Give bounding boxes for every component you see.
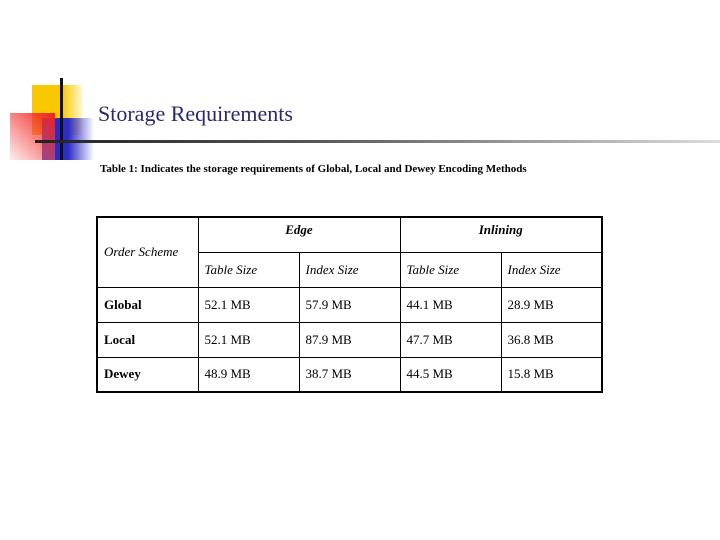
slide-title: Storage Requirements (98, 101, 293, 126)
cell: 44.1 MB (400, 287, 501, 322)
subheader: Table Size (400, 252, 501, 287)
group-header-inlining: Inlining (400, 217, 602, 252)
cell: 15.8 MB (501, 357, 602, 392)
cell: 57.9 MB (299, 287, 400, 322)
cell: 36.8 MB (501, 322, 602, 357)
subheader: Index Size (299, 252, 400, 287)
decor-red-square (10, 113, 55, 160)
row-label: Dewey (97, 357, 198, 392)
cell: 52.1 MB (198, 322, 299, 357)
row-label: Local (97, 322, 198, 357)
corner-header: Order Scheme (97, 217, 198, 287)
table-row (97, 357, 602, 392)
table-caption: Table 1: Indicates the storage requirements of Global, Local and Dewey Encoding Methods (100, 163, 527, 175)
row-label: Global (97, 287, 198, 322)
cell: 87.9 MB (299, 322, 400, 357)
group-header-edge: Edge (198, 217, 400, 252)
cell: 47.7 MB (400, 322, 501, 357)
cell: 38.7 MB (299, 357, 400, 392)
table-row (97, 287, 602, 322)
subheader: Index Size (501, 252, 602, 287)
table-row (97, 322, 602, 357)
decor-vertical-line (60, 78, 63, 160)
storage-table (96, 216, 603, 393)
title-underline (35, 140, 720, 143)
table-header-row (97, 217, 602, 252)
subheader: Table Size (198, 252, 299, 287)
cell: 28.9 MB (501, 287, 602, 322)
cell: 52.1 MB (198, 287, 299, 322)
cell: 44.5 MB (400, 357, 501, 392)
cell: 48.9 MB (198, 357, 299, 392)
